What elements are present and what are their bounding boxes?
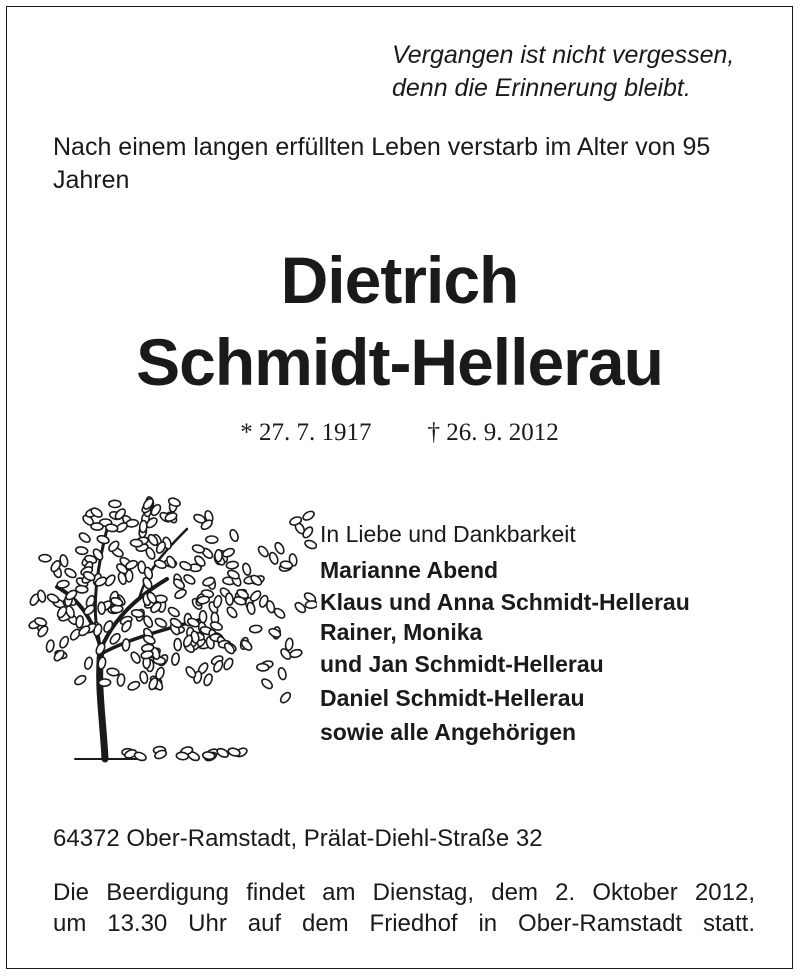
tree-leaf [279,691,292,705]
tree-leaf [302,510,316,522]
tree-leaf [45,639,55,652]
tree-leaf [78,531,92,544]
tree-leaf [223,641,236,655]
mourner-name: Marianne Abend [320,557,499,583]
life-dates [7,417,792,449]
tree-leaf [139,671,149,684]
motto [392,39,734,105]
tree-leaf [130,539,143,547]
tree-leaf [246,602,256,615]
tree-leaf [260,677,274,690]
funeral-line-1: Die Beerdigung findet am Dienstag, dem 2. Oktober 2012, [53,879,755,906]
birth-date: * 27. 7. 1917 [240,419,372,446]
tree-leaf [192,544,206,554]
tree-leaf [199,611,206,623]
tree-leaf [304,539,317,550]
tree-leaf [226,561,239,569]
tree-leaf [222,547,236,558]
mourners-heading: In Liebe und Dankbarkeit [320,521,576,547]
tree-leaf [273,607,287,620]
tree-leaf [109,500,121,507]
motto-line-1: Vergangen ist nicht vergessen, [392,41,735,69]
tree-leaf [225,593,234,606]
tree-leaf [268,551,279,565]
obituary-notice [6,6,793,969]
tree-leaf [305,601,317,609]
tree-leaf [174,638,182,650]
tree-leaf [39,554,51,562]
tree-leaf [142,615,154,629]
intro-text: Nach einem langen erfüllten Leben verstarb im Alter von 95 Jahren [53,133,711,194]
tree-leaf [225,605,238,619]
tree-leaf [58,635,70,649]
tree-leaf [84,657,94,670]
tree-leaf [127,680,141,692]
tree-leaf [184,665,197,679]
tree-leaf [240,638,254,651]
tree-leaf [98,679,110,687]
tree-leaf [179,560,193,572]
deceased-name [7,239,792,403]
tree-leaf [98,602,106,614]
tree-leaf [206,536,218,543]
tree-leaf [154,617,168,629]
tree-leaf [91,523,103,531]
tree-leaf [142,634,156,646]
tree-leaf [122,639,130,651]
tree-leaf [96,534,110,544]
tree-leaf [167,606,181,619]
tree-leaf [106,667,119,676]
tree-leaf [257,663,269,671]
tree-leaf [215,550,223,562]
windblown-tree-icon [27,469,317,769]
tree-leaf [145,546,157,560]
tree-leaf [216,747,230,759]
motto-line-2: denn die Erinnerung bleibt. [392,74,691,102]
tree-leaf [46,593,60,605]
tree-leaf [174,588,188,600]
tree-leaf [203,673,214,687]
tree-leaf [227,747,241,757]
tree-leaf [222,657,234,671]
tree-leaf [102,620,114,634]
mourner-name: und Jan Schmidt-Hellerau [320,651,604,677]
tree-leaf [229,529,240,543]
tree-leaf [165,555,177,569]
mourner-name: sowie alle Angehörigen [320,719,577,745]
death-date: † 26. 9. 2012 [427,419,559,446]
tree-leaf [242,562,252,576]
tree-leaf [56,580,69,589]
tree-leaf [249,625,262,633]
tree-leaf [277,667,287,680]
tree-leaf [133,751,147,762]
tree-leaf [213,595,223,608]
deceased-first-name: Dietrich [280,243,519,317]
tree-leaf [75,546,88,555]
tree-leaf [171,653,180,666]
tree-leaf [182,573,196,586]
mourner-name: Klaus und Anna Schmidt-Hellerau [320,589,690,615]
funeral-info [53,877,755,939]
address: 64372 Ober-Ramstadt, Prälat-Diehl-Straße 32 [53,825,543,852]
tree-leaf [155,667,166,681]
tree-leaf [202,751,215,759]
tree-leaf [52,649,65,663]
funeral-line-2: um 13.30 Uhr auf dem Friedhof in Ober-Ramstadt statt. [53,910,755,937]
mourner-name: Daniel Schmidt-Hellerau [320,685,585,711]
tree-leaf [293,601,307,614]
deceased-last-name: Schmidt-Hellerau [136,325,663,399]
mourner-name: Rainer, Monika [320,619,483,645]
tree-leaf [75,615,84,628]
tree-leaf [76,585,88,593]
tree-leaf [64,567,78,579]
tree-leaf [117,674,126,687]
tree-leaf [257,545,270,559]
tree-leaf [129,651,141,665]
mourners-block [320,517,690,749]
tree-leaf [289,648,302,658]
tree-leaf [176,752,189,760]
tree-leaf [73,674,87,687]
